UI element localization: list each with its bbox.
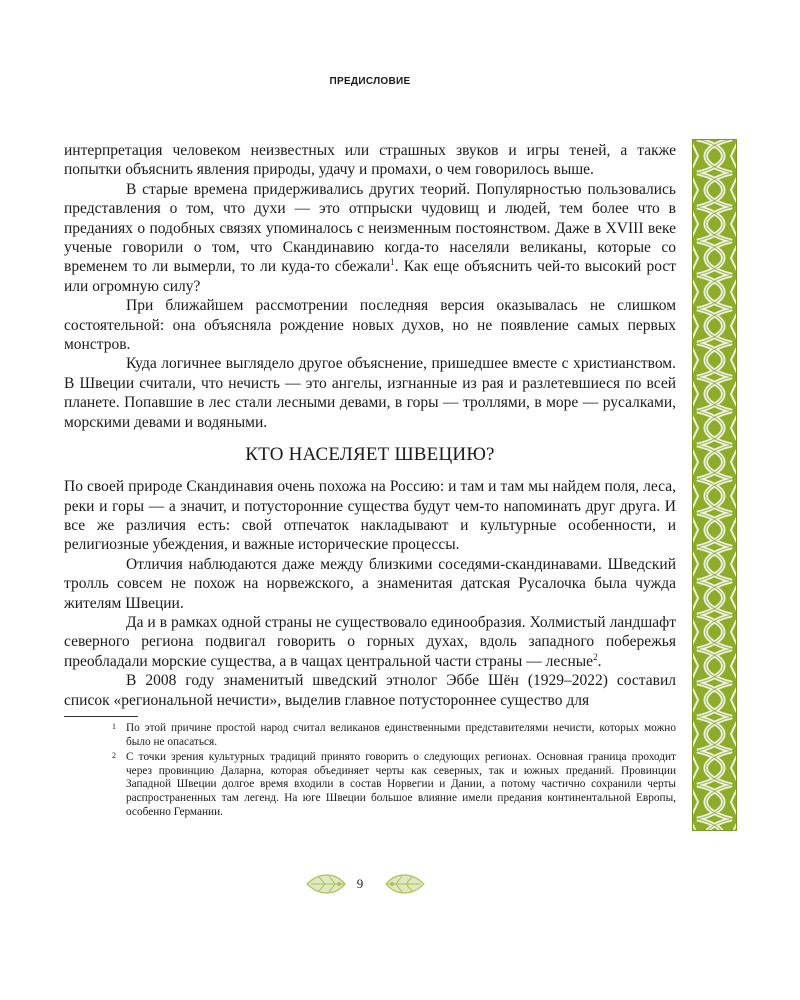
- paragraph: В старые времена придерживались других теорий. Популярностью пользовались представления о том, что духи — это отпрыски чудовищ и людей, тем более что в преданиях о подобных связях упоминалось с неизменным постоянством. Даже в XVIII веке ученые говорили о том, что Скандинавию когда-то населяли великаны, которые со временем то ли вымерли, то ли куда-то сбежали$^1$. Как еще объяснить чей-то высокий рост или огромную силу?: [64, 180, 677, 295]
- paragraph: При ближайшем рассмотрении последняя версия оказывалась не слишком состоятельной: она объясняла рождение новых духов, но не появление самых первых монстров.: [64, 297, 676, 354]
- celtic-knot-border: [692, 139, 737, 831]
- paragraph: Куда логичнее выглядело другое объяснение, пришедшее вместе с христианством. В Швеции считали, что нечисть — это ангелы, изгнанные из рая и разлетевшиеся по всей планете. Попавшие в лес стали лесными девами, в горы — троллями, в море — русалками, морскими девами и водяными.: [64, 355, 676, 431]
- footnote: [112, 751, 676, 819]
- page-footer: [0, 866, 740, 906]
- leaf-ornament-right-icon: [384, 870, 426, 898]
- footnote-divider: [64, 716, 138, 717]
- paragraph: Да и в рамках одной страны не существовало единообразия. Холмистый ландшафт северного региона подвигал говорить о горных духах, вдоль западного побережья преобладали морские существа, а в чащах центральной части страны — лесные$^2$.: [64, 613, 676, 670]
- section-heading: КТО НАСЕЛЯЕТ ШВЕЦИЮ?: [245, 444, 495, 466]
- footnote-ref[interactable]: 1: [390, 257, 395, 268]
- footnote: [112, 722, 676, 749]
- body-text: [64, 141, 676, 710]
- paragraph: По своей природе Скандинавия очень похожа на Россию: и там и там мы найдем поля, леса, реки и горы — а значит, и потусторонние существа будут чем-то напоминать друг друга. И все же различия есть: свой отпечаток накладывают и культурные особенности, и религиозные убеждения, и важные исторические процессы.: [64, 478, 676, 554]
- footnote-number: 2: [112, 751, 116, 761]
- paragraph: В 2008 году знаменитый шведский этнолог Эббе Шён (1929–2022) составил список «региональной нечисти», выделив главное потустороннее существо для: [64, 672, 676, 709]
- footnote-ref[interactable]: 2: [593, 651, 598, 662]
- footnote-text: По этой причине простой народ считал великанов единственными представителями нечисти, которых можно было не опасаться.: [126, 722, 676, 748]
- paragraph: интерпретация человеком неизвестных или страшных звуков и игры теней, а также попытки объяснить явления природы, удачу и промахи, о чем говорилось выше.: [64, 142, 676, 179]
- running-head: ПРЕДИСЛОВИЕ: [329, 76, 411, 87]
- paragraph: Отличия наблюдаются даже между близкими соседями-скандинавами. Шведский тролль совсем не похож на норвежского, а знаменитая датская Русалочка была чужда жителям Швеции.: [64, 555, 676, 612]
- footnotes: [112, 722, 676, 821]
- footnote-text: С точки зрения культурных традиций принято говорить о следующих регионах. Основная граница проходит через провинцию Даларна, которая объединяет черты как северных, так и южных преданий. Провинции Западной Швеции долгое время входили в состав Норвегии и Дании, а потому частично сохранили черты распространенных там легенд. На юге Швеции большое влияние имели предания континентальной Европы, особенно Германии.: [126, 751, 676, 818]
- footnote-number: 1: [112, 722, 116, 731]
- page-number: 9: [356, 876, 364, 891]
